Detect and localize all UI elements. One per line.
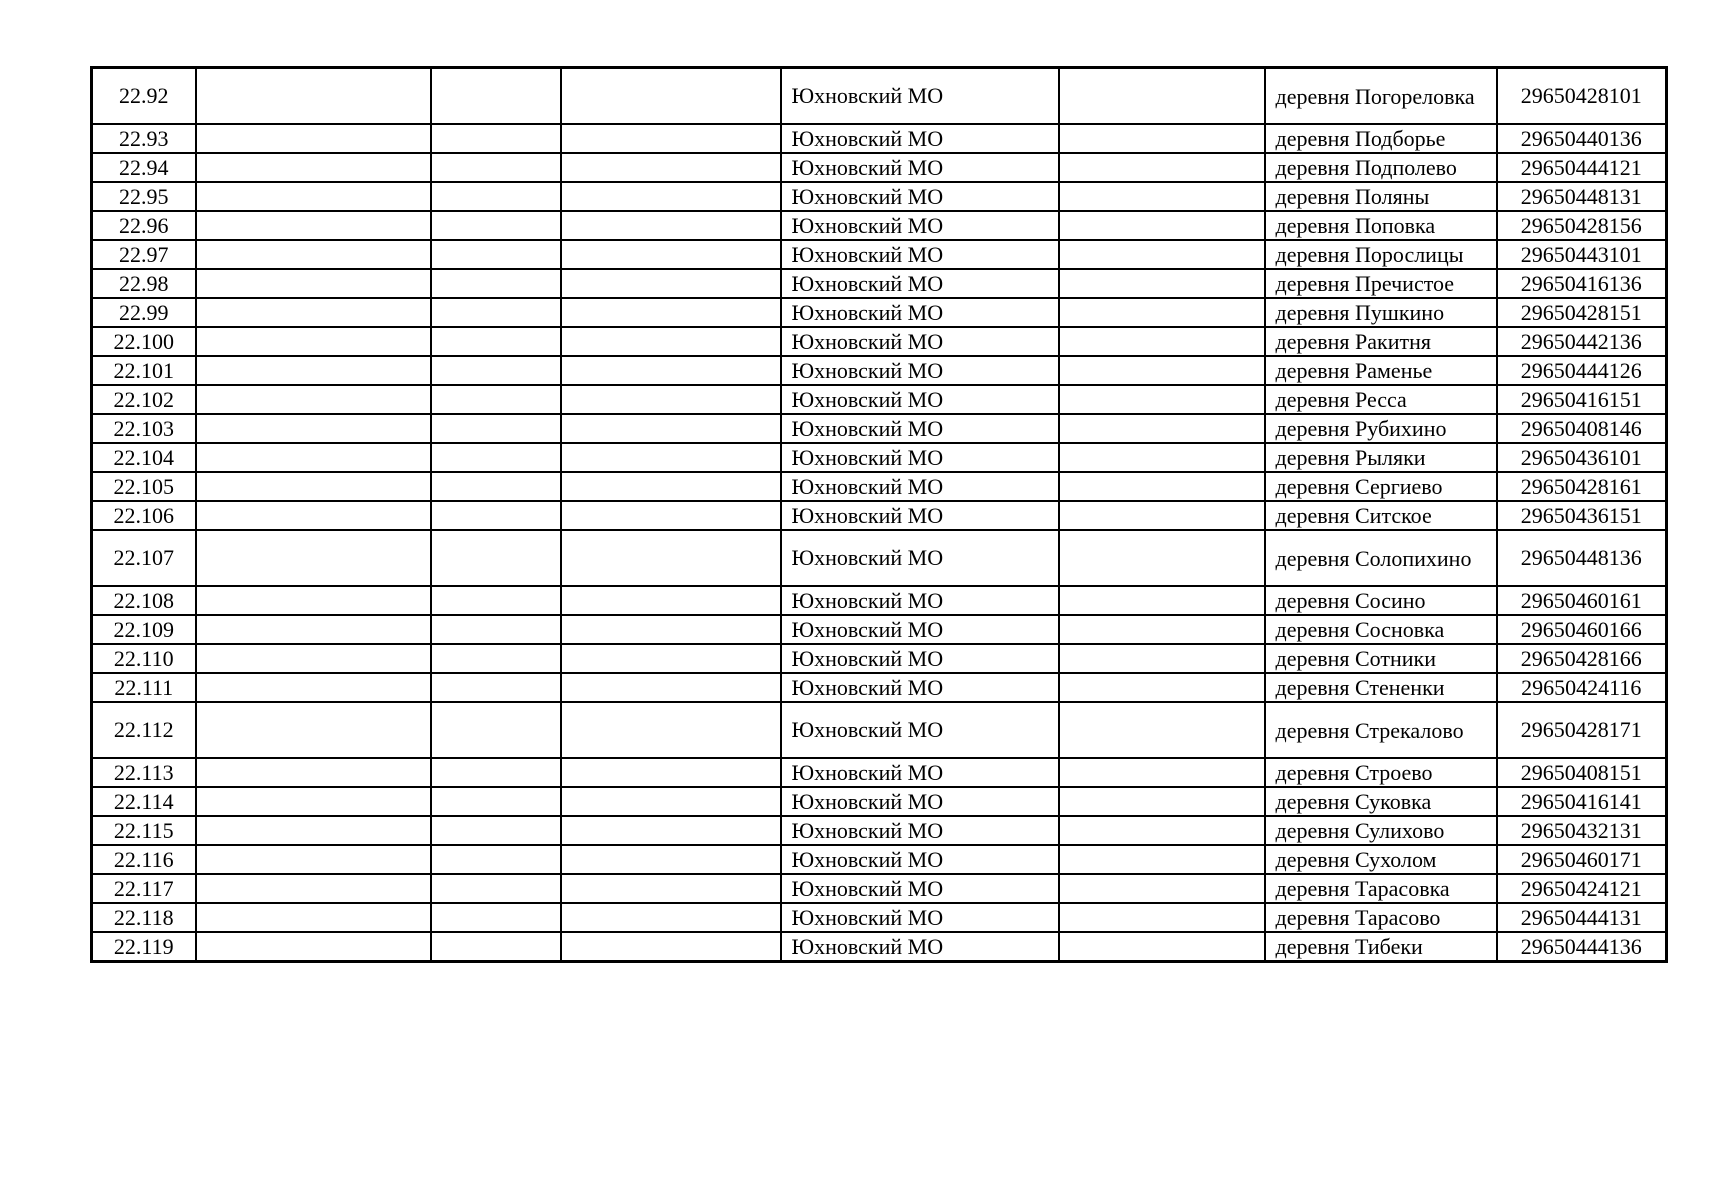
empty-cell [196,702,431,758]
empty-cell [431,356,561,385]
empty-cell [561,787,781,816]
table-row [92,932,1667,962]
empty-cell [431,816,561,845]
municipality-cell: Юхновский МО [781,124,1059,153]
table-row [92,472,1667,501]
empty-cell [431,903,561,932]
empty-cell [431,68,561,125]
settlement-name-cell: деревня Поляны [1265,182,1497,211]
municipality-cell: Юхновский МО [781,845,1059,874]
table-row [92,153,1667,182]
municipality-cell: Юхновский МО [781,615,1059,644]
empty-cell [1059,124,1265,153]
oktmo-code-cell: 29650432131 [1497,816,1667,845]
row-number-cell: 22.96 [92,211,196,240]
table-row [92,845,1667,874]
municipality-cell: Юхновский МО [781,530,1059,586]
municipality-cell: Юхновский МО [781,874,1059,903]
empty-cell [196,385,431,414]
row-number-cell: 22.113 [92,758,196,787]
empty-cell [196,414,431,443]
row-number-cell: 22.105 [92,472,196,501]
settlement-name-cell: деревня Сергиево [1265,472,1497,501]
empty-cell [196,874,431,903]
settlement-name-cell: деревня Сулихово [1265,816,1497,845]
municipality-cell: Юхновский МО [781,211,1059,240]
empty-cell [431,644,561,673]
empty-cell [1059,845,1265,874]
empty-cell [431,211,561,240]
settlement-name-cell: деревня Тибеки [1265,932,1497,962]
empty-cell [1059,816,1265,845]
municipality-cell: Юхновский МО [781,298,1059,327]
empty-cell [431,269,561,298]
row-number-cell: 22.110 [92,644,196,673]
empty-cell [196,816,431,845]
row-number-cell: 22.118 [92,903,196,932]
oktmo-code-cell: 29650428166 [1497,644,1667,673]
empty-cell [1059,501,1265,530]
empty-cell [196,758,431,787]
empty-cell [431,673,561,702]
empty-cell [561,615,781,644]
empty-cell [196,472,431,501]
row-number-cell: 22.119 [92,932,196,962]
table-row [92,68,1667,125]
table-row [92,443,1667,472]
table-row [92,269,1667,298]
settlement-name-cell: деревня Стененки [1265,673,1497,702]
empty-cell [431,874,561,903]
oktmo-code-cell: 29650448131 [1497,182,1667,211]
settlement-name-cell: деревня Строево [1265,758,1497,787]
empty-cell [431,385,561,414]
municipality-cell: Юхновский МО [781,385,1059,414]
empty-cell [1059,758,1265,787]
settlement-name-cell: деревня Пречистое [1265,269,1497,298]
empty-cell [196,787,431,816]
empty-cell [196,586,431,615]
empty-cell [561,501,781,530]
settlement-name-cell: деревня Подполево [1265,153,1497,182]
empty-cell [196,903,431,932]
empty-cell [1059,327,1265,356]
empty-cell [431,845,561,874]
empty-cell [196,443,431,472]
empty-cell [1059,414,1265,443]
empty-cell [561,385,781,414]
settlement-name-cell: деревня Ракитня [1265,327,1497,356]
oktmo-code-cell: 29650440136 [1497,124,1667,153]
empty-cell [561,874,781,903]
row-number-cell: 22.93 [92,124,196,153]
municipality-cell: Юхновский МО [781,673,1059,702]
table-row [92,702,1667,758]
empty-cell [1059,240,1265,269]
row-number-cell: 22.101 [92,356,196,385]
document-page [90,66,1668,963]
oktmo-code-cell: 29650408146 [1497,414,1667,443]
municipality-cell: Юхновский МО [781,443,1059,472]
municipality-cell: Юхновский МО [781,702,1059,758]
oktmo-code-cell: 29650428171 [1497,702,1667,758]
oktmo-code-cell: 29650428161 [1497,472,1667,501]
table-row [92,874,1667,903]
empty-cell [196,68,431,125]
settlement-name-cell: деревня Порослицы [1265,240,1497,269]
settlement-name-cell: деревня Пушкино [1265,298,1497,327]
row-number-cell: 22.111 [92,673,196,702]
settlement-name-cell: деревня Поповка [1265,211,1497,240]
empty-cell [561,673,781,702]
empty-cell [561,356,781,385]
row-number-cell: 22.117 [92,874,196,903]
settlement-name-cell: деревня Рыляки [1265,443,1497,472]
settlement-name-cell: деревня Подборье [1265,124,1497,153]
oktmo-code-cell: 29650443101 [1497,240,1667,269]
empty-cell [196,327,431,356]
table-row [92,758,1667,787]
empty-cell [431,443,561,472]
empty-cell [1059,385,1265,414]
table-row [92,240,1667,269]
oktmo-code-cell: 29650408151 [1497,758,1667,787]
row-number-cell: 22.103 [92,414,196,443]
municipality-cell: Юхновский МО [781,816,1059,845]
empty-cell [196,673,431,702]
oktmo-code-cell: 29650448136 [1497,530,1667,586]
empty-cell [431,182,561,211]
empty-cell [196,932,431,962]
settlement-registry-table [90,66,1668,963]
empty-cell [1059,903,1265,932]
municipality-cell: Юхновский МО [781,182,1059,211]
empty-cell [561,182,781,211]
empty-cell [431,472,561,501]
municipality-cell: Юхновский МО [781,153,1059,182]
empty-cell [431,615,561,644]
municipality-cell: Юхновский МО [781,903,1059,932]
municipality-cell: Юхновский МО [781,327,1059,356]
row-number-cell: 22.109 [92,615,196,644]
empty-cell [196,153,431,182]
row-number-cell: 22.99 [92,298,196,327]
row-number-cell: 22.102 [92,385,196,414]
settlement-name-cell: деревня Рубихино [1265,414,1497,443]
settlement-name-cell: деревня Солопихино [1265,530,1497,586]
empty-cell [196,240,431,269]
empty-cell [431,702,561,758]
table-row [92,414,1667,443]
empty-cell [1059,68,1265,125]
empty-cell [561,530,781,586]
oktmo-code-cell: 29650416151 [1497,385,1667,414]
empty-cell [1059,182,1265,211]
settlement-name-cell: деревня Ситское [1265,501,1497,530]
empty-cell [196,298,431,327]
empty-cell [1059,615,1265,644]
municipality-cell: Юхновский МО [781,501,1059,530]
table-row [92,298,1667,327]
table-row [92,124,1667,153]
empty-cell [1059,787,1265,816]
empty-cell [561,443,781,472]
empty-cell [431,932,561,962]
empty-cell [431,327,561,356]
empty-cell [196,124,431,153]
empty-cell [561,153,781,182]
empty-cell [196,182,431,211]
row-number-cell: 22.94 [92,153,196,182]
settlement-name-cell: деревня Тарасово [1265,903,1497,932]
empty-cell [196,269,431,298]
oktmo-code-cell: 29650460161 [1497,586,1667,615]
oktmo-code-cell: 29650436151 [1497,501,1667,530]
settlement-name-cell: деревня Стрекалово [1265,702,1497,758]
empty-cell [1059,298,1265,327]
empty-cell [561,702,781,758]
empty-cell [1059,644,1265,673]
settlement-name-cell: деревня Сосновка [1265,615,1497,644]
settlement-name-cell: деревня Ресса [1265,385,1497,414]
oktmo-code-cell: 29650416136 [1497,269,1667,298]
empty-cell [1059,874,1265,903]
settlement-name-cell: деревня Тарасовка [1265,874,1497,903]
oktmo-code-cell: 29650460171 [1497,845,1667,874]
oktmo-code-cell: 29650460166 [1497,615,1667,644]
oktmo-code-cell: 29650428156 [1497,211,1667,240]
table-row [92,615,1667,644]
municipality-cell: Юхновский МО [781,472,1059,501]
table-row [92,816,1667,845]
municipality-cell: Юхновский МО [781,787,1059,816]
row-number-cell: 22.107 [92,530,196,586]
oktmo-code-cell: 29650428101 [1497,68,1667,125]
empty-cell [561,414,781,443]
empty-cell [1059,932,1265,962]
empty-cell [1059,530,1265,586]
table-row [92,673,1667,702]
empty-cell [1059,443,1265,472]
row-number-cell: 22.100 [92,327,196,356]
oktmo-code-cell: 29650424116 [1497,673,1667,702]
settlement-name-cell: деревня Сухолом [1265,845,1497,874]
municipality-cell: Юхновский МО [781,269,1059,298]
oktmo-code-cell: 29650444121 [1497,153,1667,182]
row-number-cell: 22.108 [92,586,196,615]
oktmo-code-cell: 29650424121 [1497,874,1667,903]
settlement-name-cell: деревня Сотники [1265,644,1497,673]
oktmo-code-cell: 29650444136 [1497,932,1667,962]
row-number-cell: 22.112 [92,702,196,758]
table-row [92,501,1667,530]
municipality-cell: Юхновский МО [781,758,1059,787]
settlement-name-cell: деревня Раменье [1265,356,1497,385]
empty-cell [1059,472,1265,501]
empty-cell [561,211,781,240]
table-row [92,586,1667,615]
table-row [92,903,1667,932]
row-number-cell: 22.114 [92,787,196,816]
empty-cell [431,586,561,615]
row-number-cell: 22.97 [92,240,196,269]
table-row [92,327,1667,356]
empty-cell [561,816,781,845]
empty-cell [561,758,781,787]
row-number-cell: 22.95 [92,182,196,211]
row-number-cell: 22.104 [92,443,196,472]
municipality-cell: Юхновский МО [781,356,1059,385]
empty-cell [561,845,781,874]
row-number-cell: 22.106 [92,501,196,530]
empty-cell [1059,211,1265,240]
oktmo-code-cell: 29650444126 [1497,356,1667,385]
empty-cell [561,327,781,356]
empty-cell [561,124,781,153]
empty-cell [431,153,561,182]
settlement-name-cell: деревня Сосино [1265,586,1497,615]
table-row [92,530,1667,586]
empty-cell [196,501,431,530]
empty-cell [561,298,781,327]
empty-cell [196,644,431,673]
row-number-cell: 22.92 [92,68,196,125]
settlement-name-cell: деревня Погореловка [1265,68,1497,125]
empty-cell [561,68,781,125]
table-row [92,182,1667,211]
empty-cell [431,758,561,787]
empty-cell [431,240,561,269]
empty-cell [561,269,781,298]
municipality-cell: Юхновский МО [781,68,1059,125]
empty-cell [561,644,781,673]
empty-cell [196,845,431,874]
empty-cell [1059,356,1265,385]
oktmo-code-cell: 29650416141 [1497,787,1667,816]
empty-cell [431,530,561,586]
empty-cell [561,472,781,501]
row-number-cell: 22.98 [92,269,196,298]
oktmo-code-cell: 29650444131 [1497,903,1667,932]
empty-cell [196,356,431,385]
table-row [92,644,1667,673]
oktmo-code-cell: 29650436101 [1497,443,1667,472]
empty-cell [1059,586,1265,615]
oktmo-code-cell: 29650428151 [1497,298,1667,327]
municipality-cell: Юхновский МО [781,644,1059,673]
row-number-cell: 22.116 [92,845,196,874]
municipality-cell: Юхновский МО [781,932,1059,962]
empty-cell [561,903,781,932]
empty-cell [431,124,561,153]
empty-cell [561,240,781,269]
empty-cell [431,787,561,816]
table-row [92,356,1667,385]
table-body [92,68,1667,962]
empty-cell [561,932,781,962]
table-row [92,211,1667,240]
empty-cell [431,414,561,443]
empty-cell [431,501,561,530]
empty-cell [431,298,561,327]
settlement-name-cell: деревня Суковка [1265,787,1497,816]
empty-cell [1059,153,1265,182]
municipality-cell: Юхновский МО [781,586,1059,615]
table-row [92,385,1667,414]
empty-cell [1059,673,1265,702]
empty-cell [1059,269,1265,298]
empty-cell [196,530,431,586]
empty-cell [196,211,431,240]
empty-cell [561,586,781,615]
empty-cell [1059,702,1265,758]
empty-cell [196,615,431,644]
municipality-cell: Юхновский МО [781,240,1059,269]
table-row [92,787,1667,816]
row-number-cell: 22.115 [92,816,196,845]
oktmo-code-cell: 29650442136 [1497,327,1667,356]
municipality-cell: Юхновский МО [781,414,1059,443]
